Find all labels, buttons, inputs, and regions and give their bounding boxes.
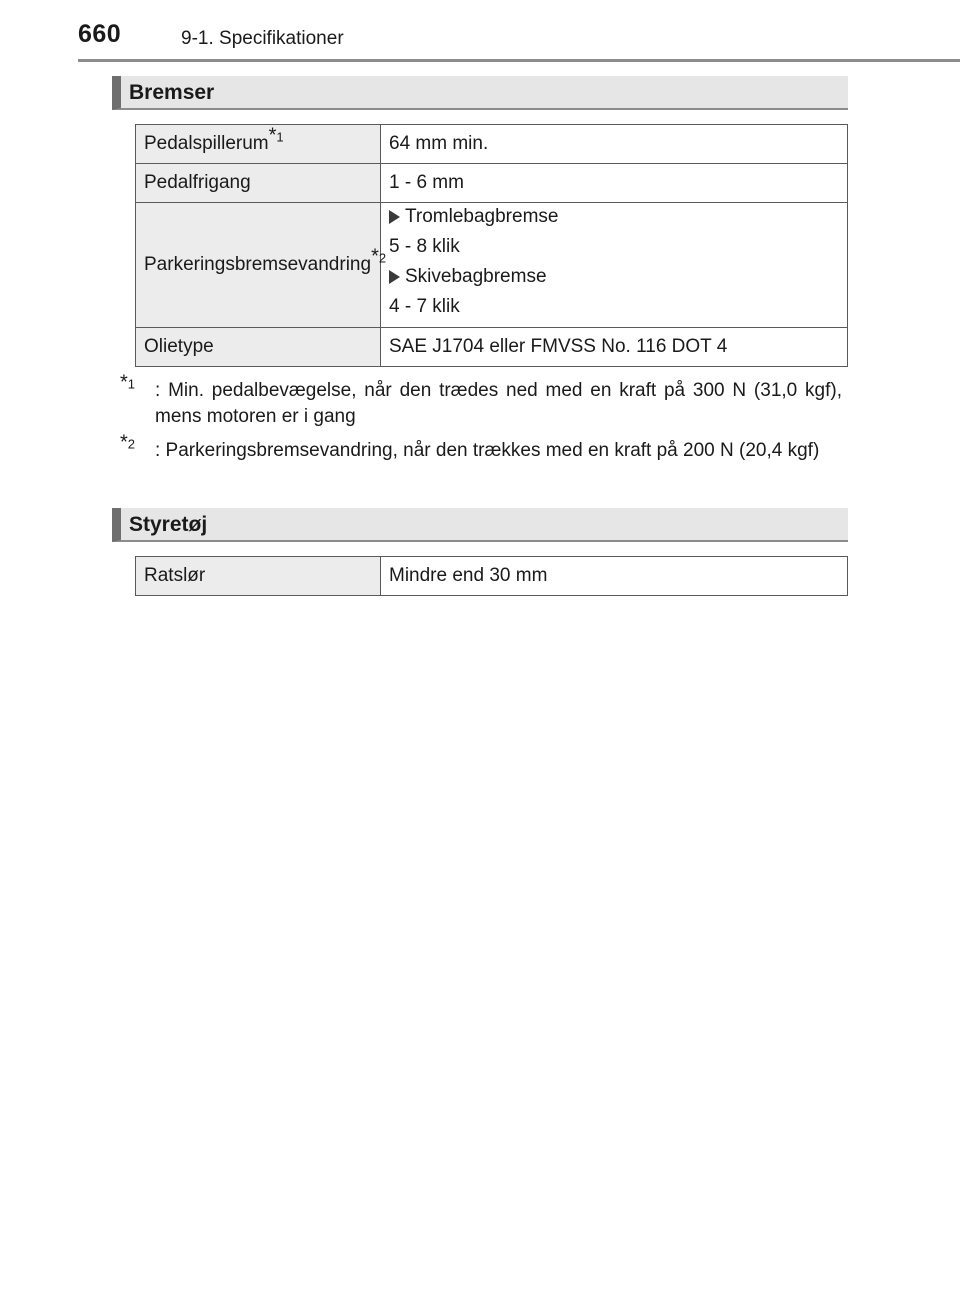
footnote-text: : Min. pedalbevægelse, når den trædes ned med en kraft på 300 N (31,0 kgf), mens motoren er i gang [155, 380, 842, 427]
chapter-title: 9-1. Specifikationer [181, 28, 344, 49]
table-row [136, 328, 848, 367]
footnote-ref-star: * [371, 245, 379, 268]
page-number: 660 [78, 20, 122, 48]
spec-label: Pedalspillerum*$^1$ [136, 125, 381, 164]
table-row [136, 125, 848, 164]
brakes-spec-table [135, 124, 848, 367]
section-title-steering: Styretøj [129, 513, 208, 536]
spec-value: 1 - 6 mm [381, 164, 848, 203]
footnote-marker: *$^2$ [120, 431, 136, 454]
section-bar-steering [112, 508, 848, 542]
footnote-marker: *$^1$ [120, 371, 136, 394]
table-row [136, 164, 848, 203]
option-value: 5 - 8 klik [389, 236, 460, 257]
footnote-1 [120, 371, 842, 430]
option-value: 4 - 7 klik [389, 296, 460, 317]
steering-spec-table [135, 556, 848, 596]
table-row [136, 203, 848, 328]
footnote-text: : Parkeringsbremsevandring, når den trækkes med en kraft på 200 N (20,4 kgf) [155, 440, 820, 461]
footnote-2 [120, 431, 842, 464]
option-label: Tromlebagbremse [405, 206, 559, 227]
spec-label: Ratslør [136, 557, 381, 596]
page-header [78, 16, 960, 60]
footnote-ref-star: * [268, 124, 277, 147]
footnote-ref-number: 2 [378, 250, 387, 266]
option-label: Skivebagbremse [405, 266, 547, 287]
section-bar-brakes [112, 76, 848, 110]
header-rule [78, 59, 960, 62]
triangle-bullet-icon [389, 210, 400, 224]
triangle-bullet-icon [389, 270, 400, 284]
table-row [136, 557, 848, 596]
spec-label: Olietype [136, 328, 381, 367]
spec-value: 64 mm min. [381, 125, 848, 164]
option-drum-brake [389, 205, 839, 229]
spec-value: SAE J1704 eller FMVSS No. 116 DOT 4 [381, 328, 848, 367]
spec-value: Mindre end 30 mm [381, 557, 848, 596]
spec-value [378, 203, 848, 328]
spec-label: Pedalfrigang [136, 164, 381, 203]
spec-label: Parkeringsbremsevandring*$^2$ [136, 203, 381, 328]
section-title-brakes: Bremser [129, 81, 215, 104]
footnote-ref-number: 1 [276, 129, 284, 145]
option-disc-brake [389, 265, 839, 289]
